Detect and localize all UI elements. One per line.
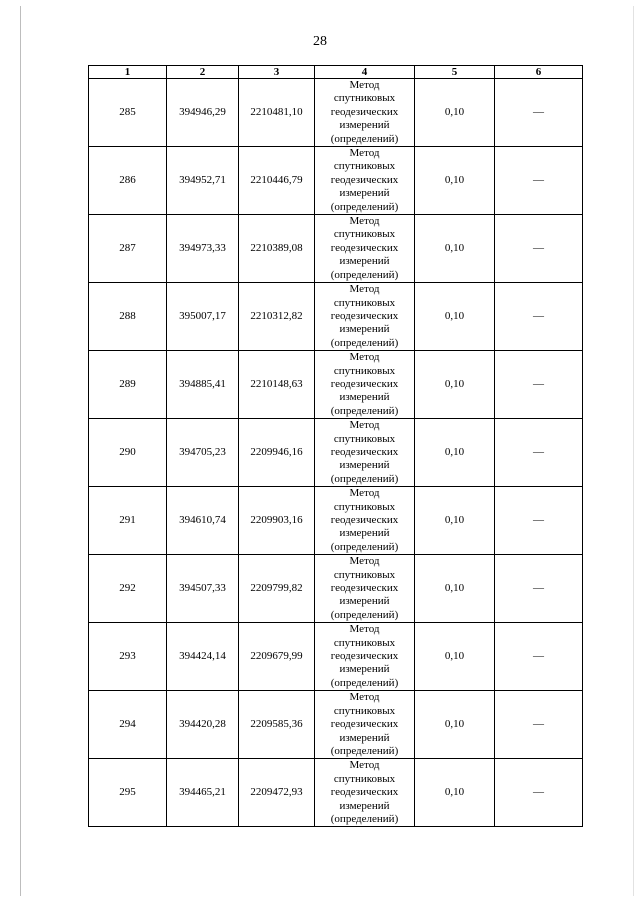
accuracy-cell: 0,10 (415, 351, 495, 419)
x-coordinate-cell: 394420,28 (167, 691, 239, 759)
column-header: 2 (167, 66, 239, 79)
method-line: (определений) (330, 744, 399, 757)
accuracy-cell: 0,10 (415, 215, 495, 283)
method-line: Метод (349, 351, 380, 364)
method-cell (315, 623, 415, 691)
method-line: измерений (339, 595, 390, 608)
table-row (89, 351, 583, 419)
method-line: спутниковых (333, 432, 396, 445)
method-line: измерений (339, 731, 390, 744)
method-line: измерений (339, 255, 390, 268)
x-coordinate-cell: 394952,71 (167, 147, 239, 215)
table-row (89, 147, 583, 215)
y-coordinate-cell: 2209799,82 (239, 555, 315, 623)
x-coordinate-cell: 394973,33 (167, 215, 239, 283)
method-line: измерений (339, 459, 390, 472)
y-coordinate-cell: 2210148,63 (239, 351, 315, 419)
method-line: (определений) (330, 812, 399, 825)
point-number-cell: 295 (89, 759, 167, 827)
accuracy-cell: 0,10 (415, 283, 495, 351)
point-number-cell: 289 (89, 351, 167, 419)
description-cell: — (495, 691, 583, 759)
coordinates-table (88, 65, 583, 827)
accuracy-cell: 0,10 (415, 487, 495, 555)
y-coordinate-cell: 2209903,16 (239, 487, 315, 555)
description-cell: — (495, 351, 583, 419)
method-line: Метод (349, 419, 380, 432)
y-coordinate-cell: 2210389,08 (239, 215, 315, 283)
x-coordinate-cell: 394705,23 (167, 419, 239, 487)
accuracy-cell: 0,10 (415, 419, 495, 487)
column-header: 1 (89, 66, 167, 79)
x-coordinate-cell: 394946,29 (167, 79, 239, 147)
method-line: геодезических (330, 718, 399, 731)
point-number-cell: 291 (89, 487, 167, 555)
method-line: измерений (339, 187, 390, 200)
method-cell (315, 555, 415, 623)
method-line: измерений (339, 391, 390, 404)
point-number-cell: 288 (89, 283, 167, 351)
method-cell (315, 759, 415, 827)
method-cell (315, 147, 415, 215)
method-line: Метод (349, 555, 380, 568)
method-line: (определений) (330, 200, 399, 213)
method-line: геодезических (330, 173, 399, 186)
method-line: измерений (339, 119, 390, 132)
table-row (89, 759, 583, 827)
table-row (89, 691, 583, 759)
method-line: спутниковых (333, 636, 396, 649)
method-line: (определений) (330, 404, 399, 417)
x-coordinate-cell: 394610,74 (167, 487, 239, 555)
method-line: Метод (349, 79, 380, 91)
accuracy-cell: 0,10 (415, 691, 495, 759)
x-coordinate-cell: 395007,17 (167, 283, 239, 351)
method-line: Метод (349, 623, 380, 636)
description-cell: — (495, 79, 583, 147)
method-line: Метод (349, 487, 380, 500)
method-cell (315, 79, 415, 147)
method-cell (315, 487, 415, 555)
method-line: Метод (349, 691, 380, 704)
table-body (89, 79, 583, 827)
y-coordinate-cell: 2210446,79 (239, 147, 315, 215)
method-line: Метод (349, 215, 380, 228)
method-cell (315, 419, 415, 487)
method-line: спутниковых (333, 228, 396, 241)
y-coordinate-cell: 2209679,99 (239, 623, 315, 691)
method-line: (определений) (330, 336, 399, 349)
method-line: геодезических (330, 514, 399, 526)
method-line: геодезических (330, 377, 399, 390)
y-coordinate-cell: 2209946,16 (239, 419, 315, 487)
table-row (89, 487, 583, 555)
point-number-cell: 287 (89, 215, 167, 283)
description-cell: — (495, 147, 583, 215)
method-line: геодезических (330, 582, 399, 595)
method-line: спутниковых (333, 296, 396, 309)
method-line: спутниковых (333, 568, 396, 581)
table-row (89, 215, 583, 283)
column-header: 4 (315, 66, 415, 79)
method-line: Метод (349, 283, 380, 296)
method-cell (315, 215, 415, 283)
point-number-cell: 290 (89, 419, 167, 487)
method-line: геодезических (330, 241, 399, 254)
method-line: геодезических (330, 786, 399, 799)
method-line: геодезических (330, 445, 399, 458)
method-line: (определений) (330, 132, 399, 145)
table-row (89, 419, 583, 487)
point-number-cell: 286 (89, 147, 167, 215)
table-row (89, 79, 583, 147)
page-number: 28 (313, 34, 327, 49)
method-line: геодезических (330, 650, 399, 663)
point-number-cell: 293 (89, 623, 167, 691)
y-coordinate-cell: 2210481,10 (239, 79, 315, 147)
method-cell (315, 283, 415, 351)
x-coordinate-cell: 394424,14 (167, 623, 239, 691)
table-row (89, 623, 583, 691)
method-line: спутниковых (333, 92, 396, 105)
accuracy-cell: 0,10 (415, 147, 495, 215)
x-coordinate-cell: 394885,41 (167, 351, 239, 419)
method-line: геодезических (330, 309, 399, 322)
x-coordinate-cell: 394465,21 (167, 759, 239, 827)
method-line: спутниковых (333, 772, 396, 785)
table-row (89, 555, 583, 623)
accuracy-cell: 0,10 (415, 623, 495, 691)
description-cell: — (495, 215, 583, 283)
method-line: спутниковых (333, 364, 396, 377)
column-header: 5 (415, 66, 495, 79)
method-line: спутниковых (333, 160, 396, 173)
y-coordinate-cell: 2209585,36 (239, 691, 315, 759)
description-cell: — (495, 759, 583, 827)
description-cell: — (495, 487, 583, 555)
method-line: Метод (349, 759, 380, 772)
column-header: 3 (239, 66, 315, 79)
method-line: измерений (339, 323, 390, 336)
method-line: Метод (349, 147, 380, 160)
table-header-row (89, 66, 583, 79)
method-cell (315, 691, 415, 759)
method-line: измерений (339, 527, 390, 540)
description-cell: — (495, 555, 583, 623)
method-line: (определений) (330, 540, 399, 553)
point-number-cell: 294 (89, 691, 167, 759)
method-line: (определений) (330, 676, 399, 689)
point-number-cell: 292 (89, 555, 167, 623)
accuracy-cell: 0,10 (415, 79, 495, 147)
accuracy-cell: 0,10 (415, 555, 495, 623)
description-cell: — (495, 283, 583, 351)
method-line: геодезических (330, 105, 399, 118)
y-coordinate-cell: 2210312,82 (239, 283, 315, 351)
x-coordinate-cell: 394507,33 (167, 555, 239, 623)
y-coordinate-cell: 2209472,93 (239, 759, 315, 827)
description-cell: — (495, 623, 583, 691)
description-cell: — (495, 419, 583, 487)
method-line: спутниковых (333, 704, 396, 717)
method-line: (определений) (330, 472, 399, 485)
accuracy-cell: 0,10 (415, 759, 495, 827)
method-cell (315, 351, 415, 419)
method-line: (определений) (330, 608, 399, 621)
table-row (89, 283, 583, 351)
method-line: измерений (339, 663, 390, 676)
method-line: спутниковых (333, 500, 396, 513)
method-line: измерений (339, 799, 390, 812)
method-line: (определений) (330, 268, 399, 281)
point-number-cell: 285 (89, 79, 167, 147)
column-header: 6 (495, 66, 583, 79)
